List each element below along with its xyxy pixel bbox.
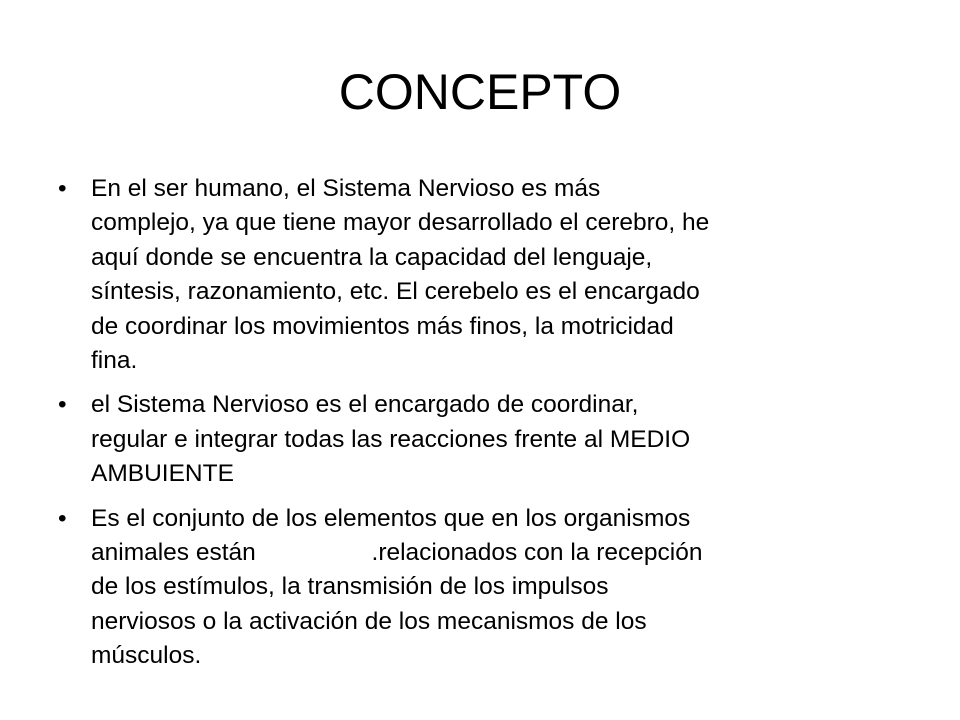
bullet-icon: • <box>58 504 67 532</box>
bullet-text-line: regular e integrar todas las reacciones frente al MEDIO <box>91 425 691 453</box>
bullet-item <box>58 388 898 491</box>
bullet-text-line: animales están .relacionados con la recepción <box>91 539 703 567</box>
bullet-text-line: Es el conjunto de los elementos que en los organismos <box>91 504 691 532</box>
bullet-text-line: músculos. <box>91 642 202 670</box>
slide-title: CONCEPTO <box>338 64 622 120</box>
bullet-text-line: AMBUIENTE <box>91 460 234 488</box>
bullet-icon: • <box>58 391 67 419</box>
bullet-text-line: complejo, ya que tiene mayor desarrollado el cerebro, he <box>91 209 710 237</box>
bullet-item <box>58 172 898 378</box>
bullet-text-line: el Sistema Nervioso es el encargado de coordinar, <box>91 391 639 419</box>
bullet-list <box>58 172 898 684</box>
bullet-item <box>58 502 898 674</box>
bullet-icon: • <box>58 175 67 202</box>
bullet-text-line: de coordinar los movimientos más finos, la motricidad <box>91 312 674 340</box>
bullet-text-line: En el ser humano, el Sistema Nervioso es más <box>91 175 601 202</box>
bullet-text-line: nerviosos o la activación de los mecanismos de los <box>91 607 647 635</box>
bullet-text-line: aquí donde se encuentra la capacidad del lenguaje, <box>91 243 653 271</box>
bullet-text-line: síntesis, razonamiento, etc. El cerebelo es el encargado <box>91 278 700 306</box>
bullet-text-line: fina. <box>91 347 138 375</box>
bullet-text-line: de los estímulos, la transmisión de los impulsos <box>91 573 609 601</box>
